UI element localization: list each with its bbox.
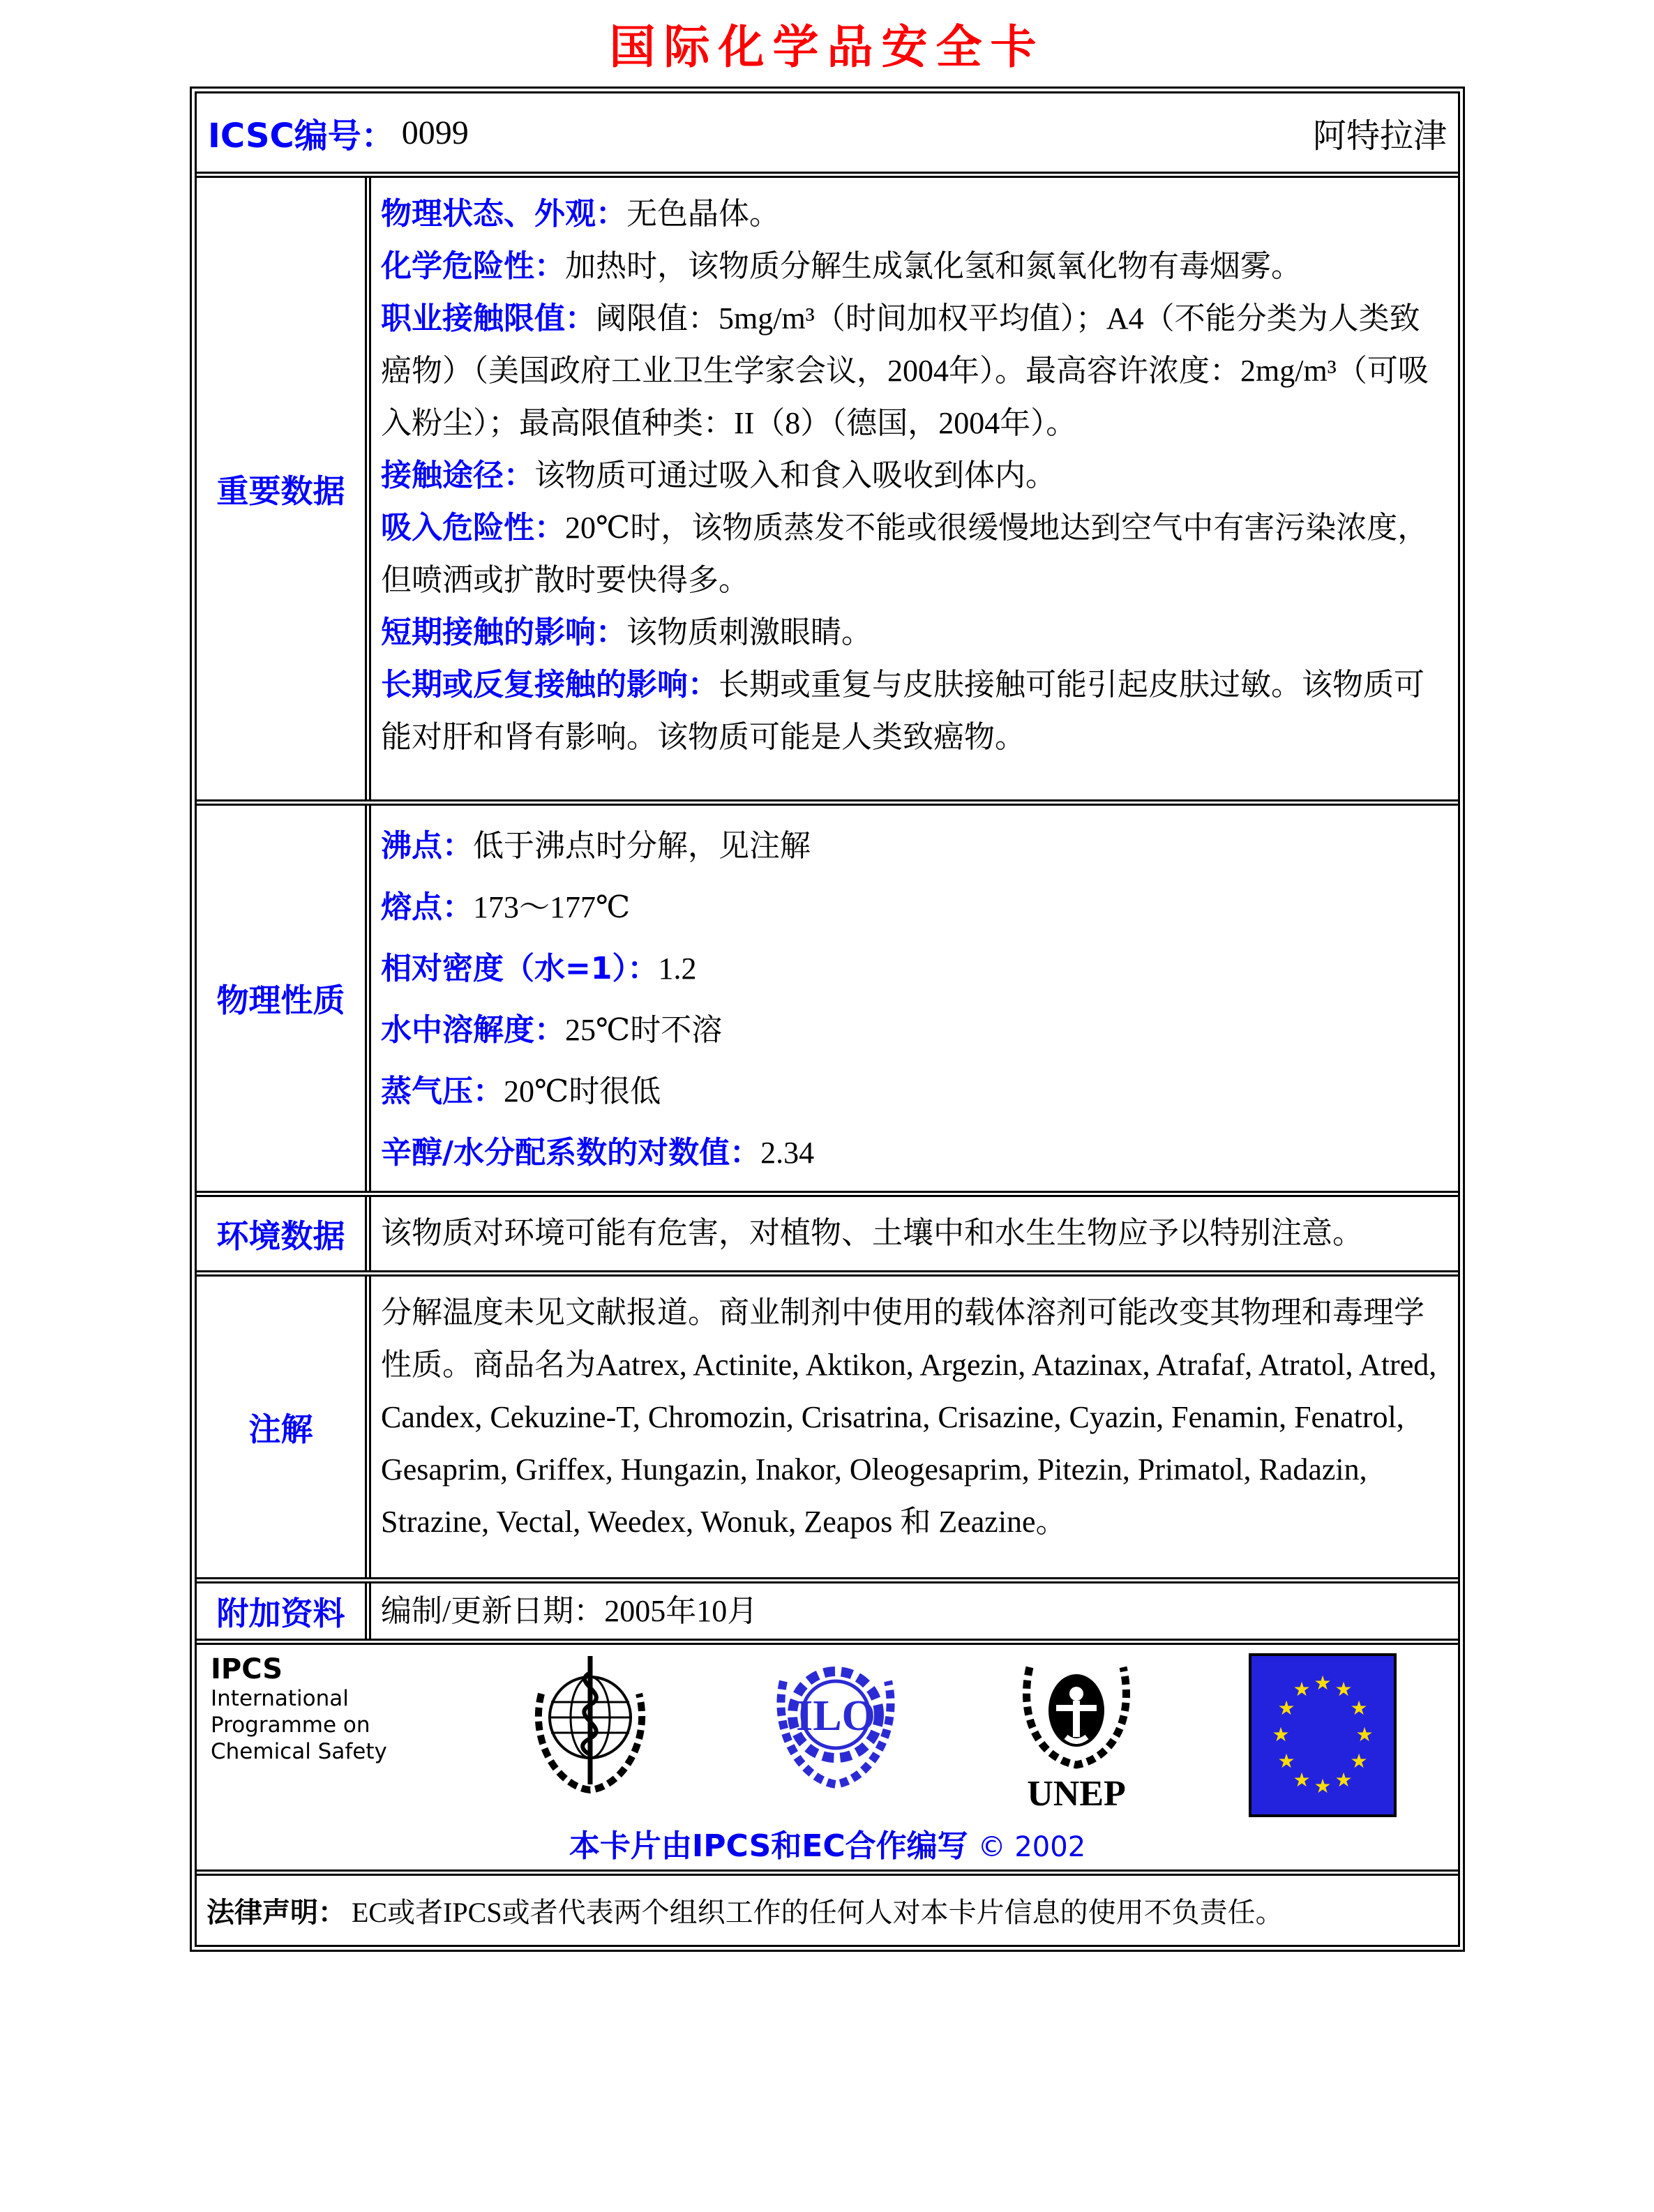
svg-text:★: ★: [1335, 1678, 1353, 1701]
important-item: [381, 188, 1445, 240]
important-item-text: 该物质可通过吸入和食入吸收到体内。: [534, 458, 1056, 492]
section-label-environmental-data: 环境数据: [197, 1197, 371, 1270]
svg-text:★: ★: [1335, 1768, 1353, 1791]
important-item-text: 加热时，该物质分解生成氯化氢和氮氧化物有毒烟雾。: [565, 249, 1302, 283]
important-item-label: 接触途径：: [381, 458, 534, 493]
environmental-data-content: [371, 1197, 1458, 1270]
icsc-number-label: ICSC编号：: [208, 116, 395, 156]
physical-item-text: 173～177℃: [473, 890, 631, 924]
svg-text:★: ★: [1314, 1775, 1332, 1798]
notes-content: [371, 1277, 1458, 1577]
section-notes: [197, 1270, 1458, 1577]
additional-info-text: 编制/更新日期：2005年10月: [381, 1594, 758, 1628]
svg-text:ILO: ILO: [796, 1692, 875, 1740]
important-item-text: 长期或重复与皮肤接触可能引起皮肤过敏。该物质可能对肝和肾有影响。该物质可能是人类致癌物。: [381, 668, 1424, 754]
section-label-additional-info: 附加资料: [197, 1583, 371, 1639]
important-item-label: 物理状态、外观：: [381, 196, 626, 232]
physical-item-label: 沸点：: [381, 828, 473, 864]
important-item-text: 20℃时，该物质蒸发不能或很缓慢地达到空气中有害污染浓度，但喷洒或扩散时要快得多。: [381, 511, 1429, 597]
svg-text:★: ★: [1293, 1768, 1311, 1791]
svg-text:★: ★: [1272, 1723, 1290, 1746]
chemical-name: 阿特拉津: [1312, 117, 1447, 155]
unep-emblem-icon: [1017, 1653, 1136, 1817]
footer-caption-text: 本卡片由IPCS和EC合作编写: [569, 1828, 968, 1864]
environmental-data-text: 该物质对环境可能有危害，对植物、土壤中和水生生物应予以特别注意。: [381, 1216, 1363, 1250]
section-important-data: [197, 172, 1458, 799]
icsc-number-group: [208, 109, 469, 157]
important-item: [381, 240, 1445, 292]
header-row: [197, 93, 1458, 172]
svg-text:★: ★: [1293, 1678, 1311, 1701]
important-item: [381, 449, 1445, 502]
who-emblem-icon: [526, 1653, 655, 1800]
ilo-emblem-icon: [768, 1653, 904, 1796]
important-item-text: 阈限值：5mg/m³（时间加权平均值）；A4（不能分类为人类致癌物）（美国政府工业卫生学家会议，2004年）。最高容许浓度：2mg/m³（可吸入粉尘）；最高限值种类：II（8）（德国，2004年）。: [381, 301, 1429, 440]
physical-item-text: 20℃时很低: [504, 1074, 661, 1108]
physical-item: [381, 1000, 1445, 1061]
important-item-text: 该物质刺激眼睛。: [626, 615, 872, 649]
svg-text:★: ★: [1355, 1723, 1374, 1746]
physical-item-label: 辛醇/水分配系数的对数值：: [381, 1135, 761, 1171]
physical-item: [381, 1061, 1445, 1122]
svg-text:★: ★: [1350, 1750, 1368, 1773]
svg-text:★: ★: [1277, 1696, 1295, 1720]
physical-item: [381, 1122, 1445, 1184]
section-physical-properties: [197, 799, 1458, 1191]
eu-flag-icon: [1249, 1653, 1397, 1821]
section-additional-info: [197, 1577, 1458, 1639]
important-item-label: 短期接触的影响：: [381, 615, 626, 650]
physical-item: [381, 938, 1445, 1000]
ipcs-line2: Programme on: [211, 1713, 370, 1738]
physical-item-text: 低于沸点时分解，见注解: [473, 829, 811, 863]
physical-item-text: 25℃时不溶: [565, 1013, 723, 1047]
section-label-important-data: 重要数据: [197, 178, 371, 799]
physical-item-text: 1.2: [658, 951, 697, 986]
important-item-label: 职业接触限值：: [381, 301, 596, 336]
section-label-physical-properties: 物理性质: [197, 806, 371, 1191]
page-title: 国际化学品安全卡: [609, 20, 1045, 74]
important-item: [381, 606, 1445, 659]
icsc-card: [190, 86, 1465, 1952]
important-data-content: [371, 178, 1458, 799]
important-item: [381, 292, 1445, 449]
ipcs-line1: International: [211, 1686, 349, 1711]
ipcs-acronym: IPCS: [211, 1653, 283, 1685]
important-item-label: 化学危险性：: [381, 248, 565, 284]
footer-copyright: © 2002: [977, 1831, 1086, 1863]
svg-text:★: ★: [1277, 1750, 1295, 1773]
important-item-label: 吸入危险性：: [381, 510, 565, 546]
footer-logos-row: [197, 1639, 1458, 1869]
physical-item-label: 熔点：: [381, 889, 473, 925]
legal-text: EC或者IPCS或者代表两个组织工作的任何人对本卡片信息的使用不负责任。: [352, 1897, 1284, 1928]
important-item: [381, 502, 1445, 606]
icsc-number-value: 0099: [401, 114, 469, 151]
svg-text:UNEP: UNEP: [1027, 1774, 1126, 1814]
physical-item-label: 水中溶解度：: [381, 1012, 565, 1048]
ipcs-line3: Chemical Safety: [211, 1739, 387, 1764]
physical-item-text: 2.34: [760, 1136, 815, 1170]
section-environmental-data: [197, 1191, 1458, 1270]
physical-item-label: 蒸气压：: [381, 1074, 504, 1109]
notes-text: 分解温度未见文献报道。商业制剂中使用的载体溶剂可能改变其物理和毒理学性质。商品名为Aatrex, Actinite, Aktikon, Argezin, Atazinax, Atrafaf, Atratol, Atred, Candex, Cekuzine-T, Chromozin, Crisatrina, Crisazine, Cyazin, Fenamin, Fenatrol, Gesaprim, Griffex, Hungazin, Inakor, Oleogesaprim, Pitezin, Primatol, Radazin, Strazine, Vectal, Weedex, Wonuk, Zeapos 和 Zeazine。: [381, 1295, 1437, 1539]
svg-text:★: ★: [1314, 1671, 1332, 1694]
important-item: [381, 659, 1445, 763]
ipcs-text-block: [211, 1653, 413, 1765]
logos-strip: [211, 1653, 1397, 1821]
svg-text:★: ★: [1350, 1696, 1368, 1720]
physical-properties-content: [371, 806, 1458, 1191]
legal-label: 法律声明：: [206, 1897, 346, 1929]
important-item-text: 无色晶体。: [626, 197, 780, 231]
physical-item: [381, 877, 1445, 938]
important-item-label: 长期或反复接触的影响：: [381, 667, 719, 702]
footer-caption: [197, 1821, 1458, 1865]
physical-item: [381, 815, 1445, 877]
legal-row: [197, 1869, 1458, 1945]
physical-item-label: 相对密度（水=1）：: [381, 951, 659, 986]
section-label-notes: 注解: [197, 1277, 371, 1577]
additional-info-content: [371, 1583, 1458, 1639]
